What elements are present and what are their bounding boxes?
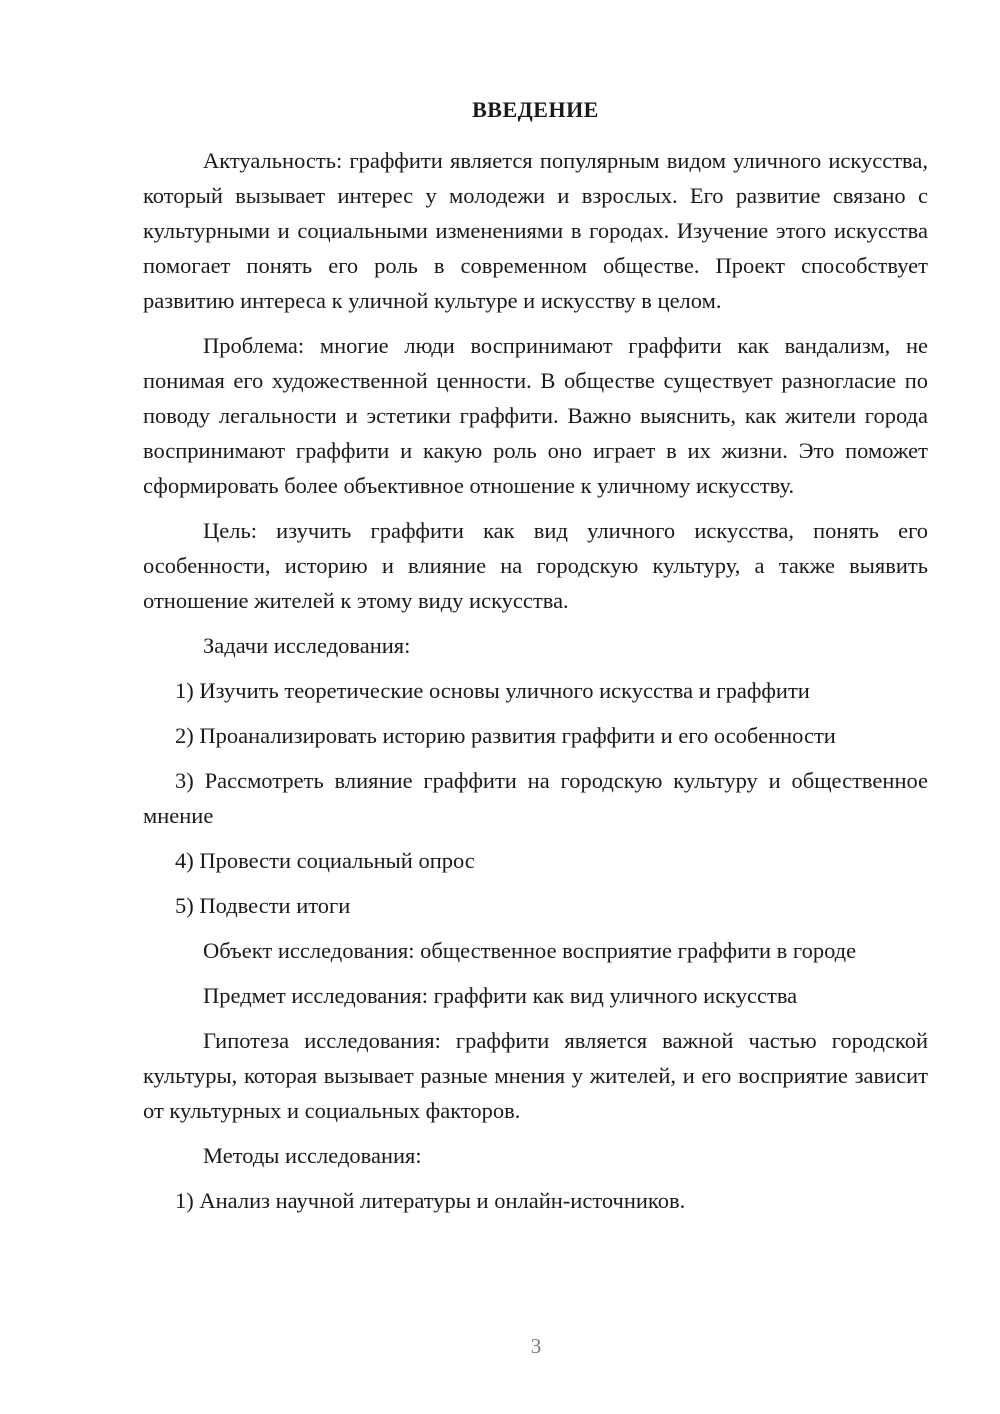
methods-heading: Методы исследования: (203, 1143, 422, 1168)
method-item-1: 1) Анализ научной литературы и онлайн-источников. (175, 1188, 686, 1213)
paragraph-problem: Проблема: многие люди воспринимают граффити как вандализм, не понимая его художественной ценности. В обществе существует разногласие по поводу легальности и эстетики граффити. Важно выяснить, как жители города воспринимают граффити и какую роль оно играет в их жизни. Это поможет сформировать более объективное отношение к уличному искусству. (143, 333, 928, 498)
research-subject: Предмет исследования: граффити как вид уличного искусства (203, 983, 798, 1008)
page-number: 3 (530, 1334, 542, 1358)
task-item-2: 2) Проанализировать историю развития граффити и его особенности (175, 723, 836, 748)
research-object: Объект исследования: общественное восприятие граффити в городе (203, 938, 857, 963)
task-item-5: 5) Подвести итоги (175, 893, 351, 918)
task-item-1: 1) Изучить теоретические основы уличного искусства и граффити (175, 678, 810, 703)
document-title: ВВЕДЕНИЕ (472, 97, 599, 122)
paragraph-hypothesis: Гипотеза исследования: граффити является важной частью городской культуры, которая вызывает разные мнения у жителей, и его восприятие зависит от культурных и социальных факторов. (143, 1028, 928, 1123)
task-item-4: 4) Провести социальный опрос (175, 848, 475, 873)
paragraph-goal: Цель: изучить граффити как вид уличного искусства, понять его особенности, историю и влияние на городскую культуру, а также выявить отношение жителей к этому виду искусства. (143, 518, 928, 613)
tasks-heading: Задачи исследования: (203, 633, 411, 658)
document-page (143, 95, 928, 1228)
paragraph-relevance: Актуальность: граффити является популярным видом уличного искусства, который вызывает интерес у молодежи и взрослых. Его развитие связано с культурными и социальными изменениями в городах. Изучение этого искусства помогает понять его роль в современном обществе. Проект способствует развитию интереса к уличной культуре и искусству в целом. (143, 148, 928, 313)
task-item-3: 3) Рассмотреть влияние граффити на городскую культуру и общественное мнение (143, 768, 928, 828)
